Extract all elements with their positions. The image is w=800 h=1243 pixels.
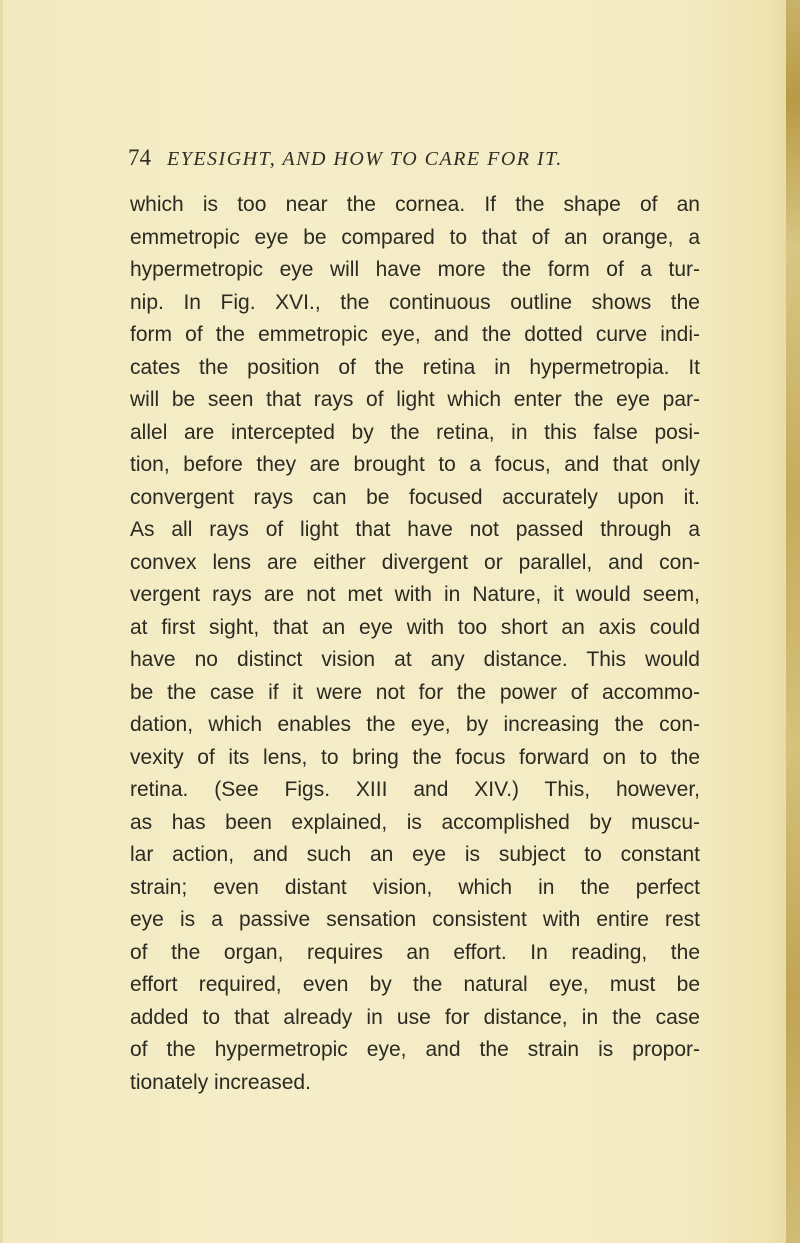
page-left-edge <box>0 0 3 1243</box>
text-line: cates the position of the retina in hypermetropia. It <box>130 355 700 379</box>
body-text <box>130 189 700 1099</box>
text-line: lar action, and such an eye is subject to constant <box>130 843 700 866</box>
text-line: dation, which enables the eye, by increasing the con- <box>130 713 700 736</box>
text-line: retina. (See Figs. XIII and XIV.) This, however, <box>130 778 700 801</box>
text-line: as has been explained, is accomplished by muscu- <box>130 810 700 834</box>
text-line: at first sight, that an eye with too short an axis could <box>130 615 700 639</box>
text-line: eye is a passive sensation consistent with entire rest <box>130 908 700 931</box>
text-line: of the organ, requires an effort. In reading, the <box>130 940 700 964</box>
text-line: vexity of its lens, to bring the focus forward on to the <box>130 745 700 769</box>
text-line: As all rays of light that have not passed through a <box>130 518 700 541</box>
running-head <box>128 145 688 175</box>
text-line: be the case if it were not for the power of accommo- <box>130 680 700 704</box>
text-line: emmetropic eye be compared to that of an orange, a <box>130 225 700 249</box>
text-line: have no distinct vision at any distance. This would <box>130 648 700 671</box>
text-line: will be seen that rays of light which enter the eye par- <box>130 388 700 411</box>
text-line: hypermetropic eye will have more the form of a tur- <box>130 258 700 281</box>
text-line: convergent rays can be focused accurately upon it. <box>130 485 700 509</box>
text-line: vergent rays are not met with in Nature, it would seem, <box>130 583 700 606</box>
page-number: 74 <box>128 145 151 170</box>
text-line: convex lens are either divergent or parallel, and con- <box>130 550 700 574</box>
running-title: EYESIGHT, AND HOW TO CARE FOR IT. <box>167 148 563 170</box>
text-line: nip. In Fig. XVI., the continuous outline shows the <box>130 290 700 314</box>
text-line: effort required, even by the natural eye, must be <box>130 973 700 996</box>
text-line-last: tionately increased. <box>130 1070 311 1094</box>
text-line: allel are intercepted by the retina, in this false posi- <box>130 420 700 444</box>
text-line: tion, before they are brought to a focus, and that only <box>130 453 700 476</box>
page-right-edge <box>786 0 800 1243</box>
text-line: which is too near the cornea. If the shape of an <box>130 193 700 216</box>
text-line: of the hypermetropic eye, and the strain is propor- <box>130 1038 700 1061</box>
text-line: strain; even distant vision, which in the perfect <box>130 875 700 899</box>
text-line: added to that already in use for distance, in the case <box>130 1005 700 1029</box>
text-line: form of the emmetropic eye, and the dotted curve indi- <box>130 323 700 346</box>
